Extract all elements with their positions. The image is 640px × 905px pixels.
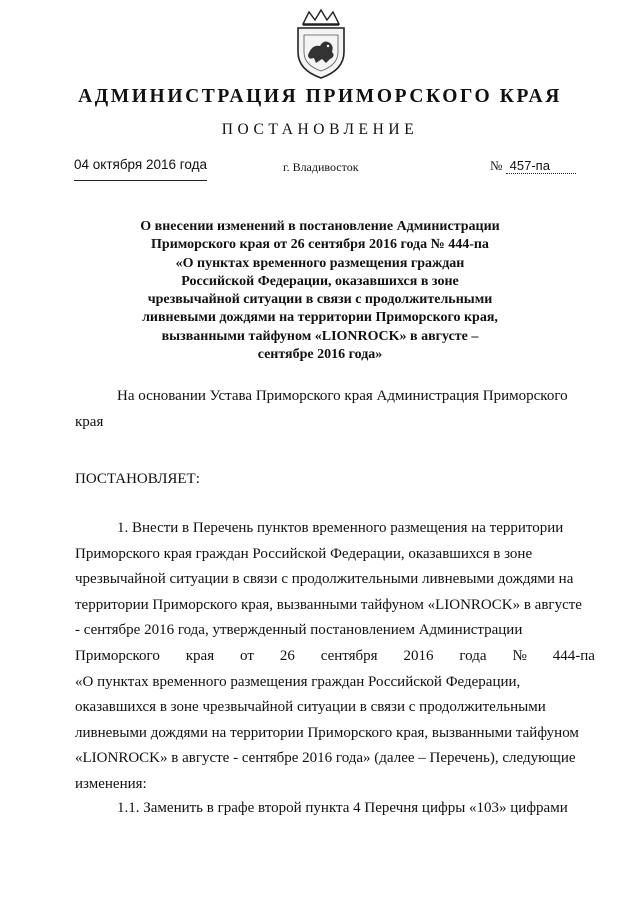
word: от (240, 647, 254, 664)
organization-name: АДМИНИСТРАЦИЯ ПРИМОРСКОГО КРАЯ (78, 86, 562, 107)
document-type: ПОСТАНОВЛЕНИЕ (221, 121, 419, 138)
word: № (512, 647, 527, 664)
document-number (490, 158, 576, 180)
title-line: ливневыми дождями на территории Приморского края, (142, 310, 498, 326)
document-date: 04 октября 2016 года (74, 157, 207, 181)
title-line: вызванными тайфуном «LIONROCK» в августе – (161, 328, 479, 344)
word: сентября (320, 647, 378, 664)
word: Приморского (75, 647, 160, 664)
text-line: «LIONROCK» в августе - сентябре 2016 года» (далее – Перечень), следующие (75, 750, 576, 767)
number-sign: № (490, 158, 503, 173)
item-1-1-paragraph (75, 796, 595, 822)
text-line: «О пунктах временного размещения граждан Российской Федерации, (75, 673, 521, 690)
text-line: территории Приморского края, вызванными тайфуном «LIONROCK» в августе (75, 596, 582, 613)
title-line: чрезвычайной ситуации в связи с продолжительными (147, 292, 493, 308)
text-line: - сентябре 2016 года, утвержденный постановлением Администрации (75, 622, 523, 639)
coat-of-arms-icon (290, 8, 352, 80)
item-1-paragraph (75, 516, 595, 798)
title-line: сентябре 2016 года» (257, 347, 383, 363)
text-line: изменения: (75, 775, 147, 792)
title-line: Российской Федерации, оказавшихся в зоне (181, 273, 459, 289)
resolves-heading: ПОСТАНОВЛЯЕТ: (75, 471, 200, 487)
preamble-paragraph (75, 384, 595, 435)
text-line: 1. Внести в Перечень пунктов временного размещения на территории (117, 520, 564, 536)
document-title (120, 218, 520, 364)
document-city: г. Владивосток (283, 160, 359, 174)
text-line: Приморского края граждан Российской Федерации, оказавшихся в зоне (75, 545, 533, 562)
text-line: 1.1. Заменить в графе второй пункта 4 Перечня цифры «103» цифрами (117, 800, 568, 816)
justified-line (75, 644, 595, 670)
word: 2016 (403, 647, 434, 664)
text-line: На основании Устава Приморского края Администрация Приморского (117, 388, 568, 404)
word: 26 (279, 647, 295, 664)
word: края (185, 647, 215, 664)
text-line: чрезвычайной ситуации в связи с продолжительными ливневыми дождями на (75, 571, 574, 588)
word: года (459, 647, 487, 664)
title-line: Приморского края от 26 сентября 2016 года № 444-па (151, 237, 489, 253)
word: 444-па (552, 647, 595, 664)
text-line: ливневыми дождями на территории Приморского края, вызванными тайфуном (75, 724, 579, 741)
number-value: 457-па (506, 158, 576, 174)
title-line: «О пунктах временного размещения граждан (175, 255, 465, 271)
text-line: оказавшихся в зоне чрезвычайной ситуации в связи с продолжительными (75, 699, 546, 716)
text-line: края (75, 413, 104, 430)
title-line: О внесении изменений в постановление Администрации (140, 219, 500, 234)
